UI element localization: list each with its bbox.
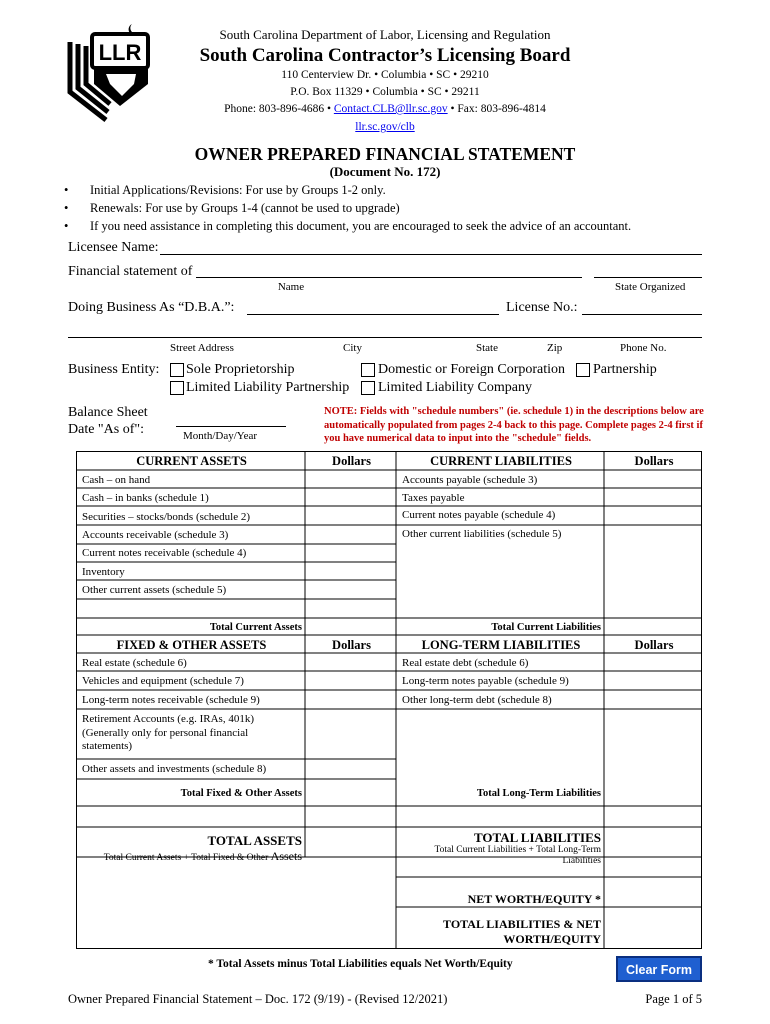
asset-row-longterm-notes: Long-term notes receivable (schedule 9) <box>82 694 260 706</box>
liability-row-other-current: Other current liabilities (schedule 5) <box>402 528 562 540</box>
state-organized-field[interactable] <box>594 277 702 278</box>
sole-proprietorship-label: Sole Proprietorship <box>186 362 295 377</box>
state-caption: State <box>476 342 498 354</box>
financial-table <box>76 451 702 949</box>
asset-row-cash-hand: Cash – on hand <box>82 474 151 486</box>
partnership-label: Partnership <box>593 362 657 377</box>
llp-checkbox[interactable] <box>170 381 184 395</box>
dollar-input[interactable] <box>307 472 396 488</box>
asset-row-vehicles: Vehicles and equipment (schedule 7) <box>82 675 244 687</box>
balance-sheet-date-label: Date "As of": <box>68 422 144 437</box>
total-current-liabilities-label: Total Current Liabilities <box>491 622 601 633</box>
longterm-header: LONG-TERM LIABILITIES <box>421 638 581 652</box>
asset-row-inventory: Inventory <box>82 566 125 578</box>
street-caption: Street Address <box>170 342 234 354</box>
longterm-dollars-header: Dollars <box>634 638 674 652</box>
liability-row-accounts-payable: Accounts payable (schedule 3) <box>402 474 538 486</box>
assets-dollars-header: Dollars <box>332 454 371 468</box>
licensee-name-label: Licensee Name: <box>68 240 159 255</box>
fax-text: • Fax: 803-896-4814 <box>447 103 546 115</box>
net-worth-label: NET WORTH/EQUITY * <box>467 892 601 906</box>
page-number: Page 1 of 5 <box>645 992 702 1006</box>
asset-row-real-estate: Real estate (schedule 6) <box>82 657 187 669</box>
bullet-item: • Renewals: For use by Groups 1-4 (cannot be used to upgrade) <box>64 201 400 215</box>
website-url[interactable]: llr.sc.gov/clb <box>355 121 415 133</box>
logo-text: LLR <box>98 40 142 65</box>
liabilities-dollars-header: Dollars <box>634 454 674 468</box>
current-assets-header: CURRENT ASSETS <box>136 454 247 468</box>
llp-label: Limited Liability Partnership <box>186 380 350 395</box>
asset-row-other-current: Other current assets (schedule 5) <box>82 584 227 596</box>
phone-caption: Phone No. <box>620 342 667 354</box>
state-organized-caption: State Organized <box>615 281 686 293</box>
partnership-checkbox[interactable] <box>576 363 590 377</box>
name-caption: Name <box>277 281 305 293</box>
corporation-label: Domestic or Foreign Corporation <box>378 362 566 377</box>
address-field[interactable] <box>68 337 702 338</box>
business-entity-label: Business Entity: <box>68 362 160 377</box>
document-number: (Document No. 172) <box>329 164 441 179</box>
clear-form-button[interactable]: Clear Form <box>616 956 702 982</box>
llc-label: Limited Liability Company <box>378 380 532 395</box>
balance-sheet-label: Balance Sheet <box>68 405 148 420</box>
website-link <box>160 121 610 133</box>
phone-text: Phone: 803-896-4686 • <box>224 103 334 115</box>
liability-row-longterm-notes: Long-term notes payable (schedule 9) <box>402 675 569 687</box>
corporation-checkbox[interactable] <box>361 363 375 377</box>
license-no-label: License No.: <box>506 300 578 315</box>
page-title: OWNER PREPARED FINANCIAL STATEMENT <box>194 144 576 164</box>
total-liabilities-subtext: Total Current Liabilities + Total Long-Term Liabilities <box>434 845 601 866</box>
asset-row-current-notes: Current notes receivable (schedule 4) <box>82 547 247 559</box>
total-longterm-liabilities-label: Total Long-Term Liabilities <box>476 788 601 799</box>
balance-sheet-date-field[interactable] <box>176 426 286 427</box>
fixed-dollars-header: Dollars <box>332 638 371 652</box>
footnote: * Total Assets minus Total Liabilities equals Net Worth/Equity <box>208 958 513 970</box>
total-liabilities-net-worth-label: TOTAL LIABILITIES & NET WORTH/EQUITY <box>443 917 601 946</box>
zip-caption: Zip <box>547 342 563 354</box>
board-name: South Carolina Contractor’s Licensing Board <box>199 45 571 66</box>
department-name: South Carolina Department of Labor, Licensing and Regulation <box>219 27 551 42</box>
financial-statement-label: Financial statement of <box>68 264 193 279</box>
asset-row-cash-banks: Cash – in banks (schedule 1) <box>82 492 209 504</box>
mdy-caption: Month/Day/Year <box>183 430 258 442</box>
city-caption: City <box>343 342 362 354</box>
asset-row-other-investments: Other assets and investments (schedule 8) <box>82 763 267 775</box>
bullet-item: • Initial Applications/Revisions: For use by Groups 1-2 only. <box>64 183 386 197</box>
bullet-item: • If you need assistance in completing this document, you are encouraged to seek the advice of an accountant. <box>64 219 632 233</box>
phone-line <box>160 103 610 115</box>
financial-statement-name-field[interactable] <box>196 277 582 278</box>
dollar-input[interactable] <box>606 472 702 488</box>
footer-document-info: Owner Prepared Financial Statement – Doc. 172 (9/19) - (Revised 12/2021) <box>68 992 448 1006</box>
asset-row-retirement: Retirement Accounts (e.g. IRAs, 401k) (Generally only for personal financial statements) <box>82 713 254 752</box>
license-no-field[interactable] <box>582 314 702 315</box>
dba-field[interactable] <box>247 314 499 315</box>
address-line: 110 Centerview Dr. • Columbia • SC • 29210 <box>281 69 489 81</box>
liability-row-other-longterm: Other long-term debt (schedule 8) <box>402 694 552 706</box>
bullet-list <box>64 181 744 235</box>
total-assets-label: TOTAL ASSETS <box>207 833 302 848</box>
asset-row-securities: Securities – stocks/bonds (schedule 2) <box>82 511 251 523</box>
asset-row-accounts-receivable: Accounts receivable (schedule 3) <box>82 529 229 541</box>
total-assets-subtext: Total Current Assets + Total Fixed & Other Assets <box>103 849 302 863</box>
liability-row-notes-payable: Current notes payable (schedule 4) <box>402 509 556 521</box>
llc-checkbox[interactable] <box>361 381 375 395</box>
liability-row-taxes: Taxes payable <box>402 492 465 504</box>
liability-row-real-estate-debt: Real estate debt (schedule 6) <box>402 657 529 669</box>
fixed-assets-header: FIXED & OTHER ASSETS <box>116 638 267 652</box>
schedule-note: NOTE: Fields with "schedule numbers" (ie. schedule 1) in the descriptions below are automatically populated from pages 2-4 back to this page. Complete pages 2-4 first if you have numerical data to input into the "schedule" fields. <box>324 406 704 444</box>
po-box-line: P.O. Box 11329 • Columbia • SC • 29211 <box>290 86 480 98</box>
licensee-name-field[interactable] <box>160 254 702 255</box>
total-fixed-assets-label: Total Fixed & Other Assets <box>180 788 302 799</box>
dba-label: Doing Business As “D.B.A.”: <box>68 300 235 315</box>
sole-proprietorship-checkbox[interactable] <box>170 363 184 377</box>
total-current-assets-label: Total Current Assets <box>209 622 302 633</box>
email-link[interactable]: Contact.CLB@llr.sc.gov <box>333 103 448 115</box>
total-liabilities-label: TOTAL LIABILITIES <box>473 830 601 845</box>
llr-logo <box>62 22 154 122</box>
current-liabilities-header: CURRENT LIABILITIES <box>430 454 572 468</box>
